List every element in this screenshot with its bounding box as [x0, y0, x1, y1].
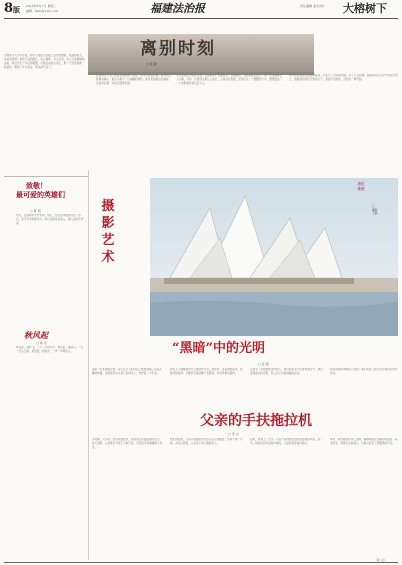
banner-title: 离别时刻 [140, 39, 216, 59]
top-middle-article: 此后的日子里，我常常想起那个站台。火车开动的时候，窗外的人影越来越小，最后只剩下一片模糊的颜色。那是青春最后的模样，也是我们第一次真正懂得告别。 [96, 74, 172, 86]
left-section-rule [4, 176, 88, 177]
middle-column-4: 向这些默默奉献的人致敬！他们用自己的行动诠释着忠诚与担当。 [330, 368, 398, 376]
bottom-column-3: 后来，我考上了大学，父亲开着拖拉机送我到县城的车站。那一天，拖拉机的声音格外响亮，父亲的背影格外高大。 [250, 438, 323, 446]
poem-body: 秋风起，落叶飞，一片一片向远方；秋风起，雁南归，一行一行入云端；秋风起，思故乡，一声一声唤亲人。 [16, 346, 84, 354]
photo-title: 悉尼歌剧 [357, 182, 365, 191]
bottom-column-4: 如今，那台拖拉机早已退休，静静地停在老屋的角落里。每次回家，我都会去看看它，仿佛又听见了那熟悉的声音。 [330, 438, 398, 446]
banner-byline: □ 杨 静 [146, 62, 157, 66]
poem-title: 秋风起 [24, 330, 48, 340]
middle-column-1: 他是一名普通的民警，每天在平凡的岗位上默默奉献。夜深人静的时候，他依然坚守在自己的岗位上，守护着一方平安。 [92, 368, 163, 376]
page-header [0, 0, 402, 22]
greeting-title: 致敬！ [26, 181, 47, 190]
middle-article-title: “黑暗”中的光明 [172, 341, 265, 356]
bottom-article-title: 父亲的手扶拖拉机 [200, 413, 312, 429]
column-title: 大榕树下 [343, 2, 387, 15]
bottom-article-author: □ 李 文 [228, 432, 239, 436]
middle-article-author: □ 张 强 [258, 362, 269, 366]
bottom-column-1: 小时候，父亲有一台手扶拖拉机，那是我们家最值钱的家当。每天清晨，父亲都会开着它下地干活，突突的声音响遍整个村庄。 [92, 438, 163, 450]
opera-house-illustration [150, 178, 398, 336]
header-rule [4, 18, 398, 19]
date-line: 2016年6月7日 星期二 [26, 4, 57, 8]
poem-author: □ 林 华 [36, 341, 47, 345]
page-number: 8版 [4, 1, 21, 16]
middle-column-2: 很多人不理解他为什么要这样辛苦，他却说：这是我的职责，也是我的信仰。只要老百姓能睡个安稳觉，再苦再累也值得。 [170, 368, 243, 376]
footer-rule [4, 562, 398, 563]
photo-section-label: 摄影艺术 [101, 199, 115, 265]
opera-house-photo [150, 178, 398, 336]
column-divider [88, 170, 89, 560]
top-right-article-2: 如今再回想那些离别的时刻，心里少了当初的伤感，多了几分感激。感谢那些在生命中出现过的人，感谢那些陪伴过我的日子。离别不是结束，而是另一种开始。 [289, 74, 398, 82]
bottom-column-2: 农忙的时候，父亲开着拖拉机帮乡亲们运送粮食，从来不收一分钱。乡亲们都说，父亲是个热心肠的好人。 [170, 438, 243, 446]
header-right-meta: 责任编辑 美术设计 [300, 4, 325, 8]
greeting-subtitle: 最可爱的英雄们 [16, 190, 65, 199]
left-top-article: 记得那年大学毕业时，同学们收拾行装踏上各自的旅程。离别的那天，车站里挤满了依依不舍的面孔，有人拥抱，有人流泪，有人只是静静地站着。我们约定十年后再相聚，可是后来各自奔忙，那一个约定就像一枚落叶，飘进了岁月深处，再也找不到了。 [4, 54, 85, 70]
bottom-signature: （李 文） [374, 558, 387, 562]
header-meta [26, 4, 58, 14]
top-right-article-1: 人生总是在不断地告别。告别故乡，告别亲人，告别朋友，告别曾经的自己。每一次离别都让人心痛，可每一次离别又都让人成长。正是这些离别，把我们从一个懵懂的少年，慢慢变成了一个能够承担责任的大人。 [176, 74, 283, 86]
photo-caption: □ 摄影 王磊 [372, 204, 378, 216]
editor-line: 编辑：fjnfz@126.com [26, 9, 58, 13]
greeting-poem: 你们，在黑暗中守护光明；你们，在危险中挺身而出；你们，在平凡中铸就伟大。你们是最可爱的人，是人民的守护者。 [16, 214, 84, 226]
newspaper-name: 福建法治报 [150, 2, 205, 15]
greeting-author: □ 陈 明 [30, 209, 41, 213]
middle-column-3: 正是有了无数像他这样的人，我们的生活才变得更加安宁。他们是黑暗中的光明，是人民心中最温暖的存在。 [250, 368, 323, 376]
